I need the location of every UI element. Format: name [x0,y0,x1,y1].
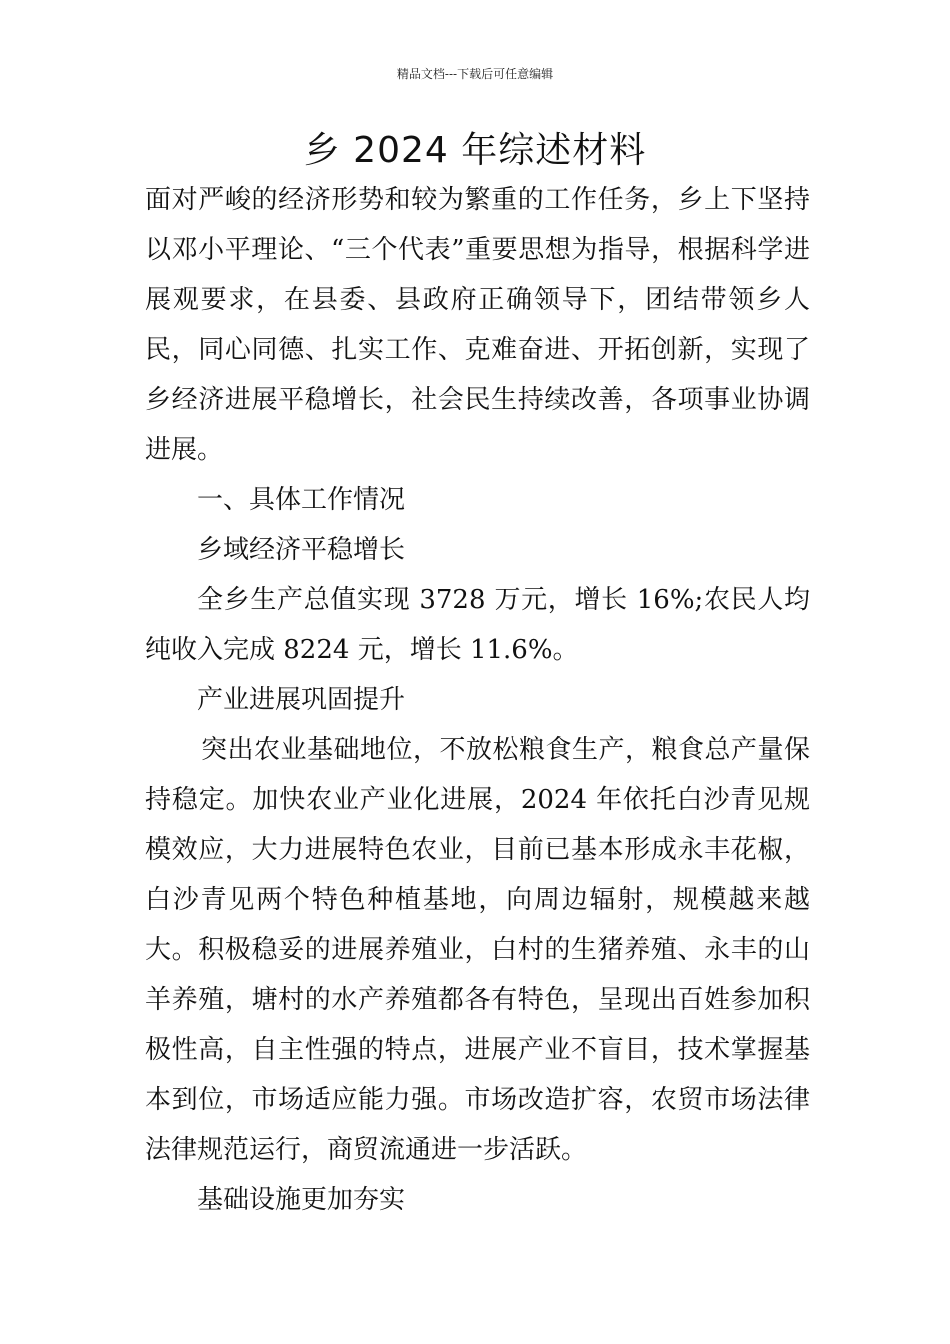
document-title: 乡 2024 年综述材料 [303,130,647,171]
subheading-economy: 乡域经济平稳增长 [197,535,406,565]
intro-paragraph: 面对严峻的经济形势和较为繁重的工作任务，乡上下坚持以邓小平理论、“三个代表”重要思想为指导，根据科学进展观要求，在县委、县政府正确领导下，团结带领乡人民，同心同德、扎实工作、克难奋进、开拓创新，实现了乡经济进展平稳增长，社会民生持续改善，各项事业协调进展。 [145,185,810,465]
economy-paragraph: 全乡生产总值实现 3728 万元，增长 16%;农民人均纯收入完成 8224 元，增长 11.6%。 [145,585,810,665]
subheading-industry: 产业进展巩固提升 [197,685,406,715]
subheading-infrastructure: 基础设施更加夯实 [197,1185,406,1215]
header-note: 精品文档---下载后可任意编辑 [396,67,554,81]
document-body [145,175,810,1225]
section-heading: 一、具体工作情况 [197,485,406,515]
industry-paragraph: 突出农业基础地位，不放松粮食生产，粮食总产量保持稳定。加快农业产业化进展，2024 年依托白沙青见规模效应，大力进展特色农业，目前已基本形成永丰花椒，白沙青见两个特色种植基地，向周边辐射，规模越来越大。积极稳妥的进展养殖业，白村的生猪养殖、永丰的山羊养殖，塘村的水产养殖都各有特色，呈现出百姓参加积极性高，自主性强的特点，进展产业不盲目，技术掌握基本到位，市场适应能力强。市场改造扩容，农贸市场法律法律规范运行，商贸流通进一步活跃。 [145,735,810,1165]
